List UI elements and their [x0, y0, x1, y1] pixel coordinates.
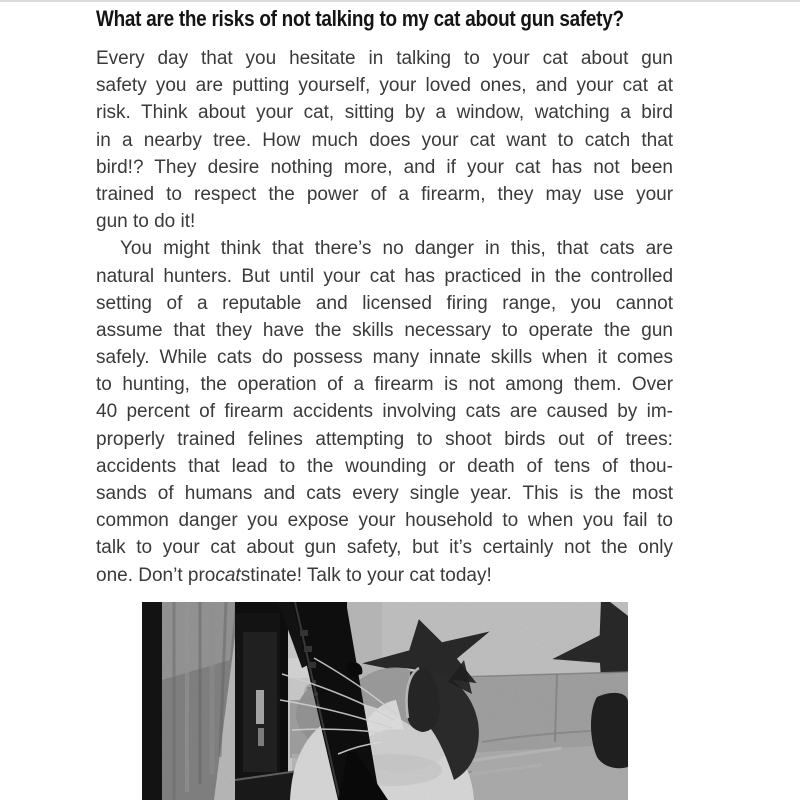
text-line: safely. While cats do possess many innate skills when it comes: [96, 347, 673, 369]
text-line: gun to do it!: [96, 211, 196, 233]
text-line: accidents that lead to the wounding or death of tens of thou-: [96, 455, 673, 477]
page-title: What are the risks of not talking to my cat about gun safety?: [96, 6, 624, 31]
text-line: 40 percent of firearm accidents involving cats are caused by im-: [96, 401, 673, 423]
photo-grain: [142, 602, 628, 800]
text-line: You might think that there’s no danger in this, that cats are: [120, 238, 674, 260]
text-line: properly trained felines attempting to shoot birds out of trees:: [96, 428, 673, 450]
text-line: risk. Think about your cat, sitting by a window, watching a bird: [96, 102, 673, 124]
text-line: assume that they have the skills necessary to operate the gun: [96, 319, 673, 341]
text-line: setting of a reputable and licensed firing range, you cannot: [96, 292, 673, 314]
text-line: sands of humans and cats every single year. This is the most: [96, 483, 674, 504]
text-line: one. Don’t procatstinate! Talk to your cat today!: [96, 564, 492, 586]
text-line: natural hunters. But until your cat has practiced in the controlled: [96, 265, 674, 287]
text-line: common danger you expose your household to when you fail to: [96, 510, 673, 532]
text-column: [96, 0, 673, 800]
text-line: trained to respect the power of a firearm, they may use your: [96, 183, 674, 205]
text-line: bird!? They desire nothing more, and if your cat has not been: [96, 156, 673, 178]
cat-gun-photo: [142, 602, 628, 800]
text-line: Every day that you hesitate in talking to your cat about gun: [96, 48, 673, 69]
text-line: talk to your cat about gun safety, but it’s certainly not the only: [96, 537, 674, 559]
text-line: to hunting, the operation of a firearm is not among them. Over: [96, 374, 674, 396]
body-text: [96, 45, 673, 589]
text-line: in a nearby tree. How much does your cat want to catch that: [96, 129, 674, 151]
text-line: safety you are putting yourself, your loved ones, and your cat at: [96, 75, 673, 97]
